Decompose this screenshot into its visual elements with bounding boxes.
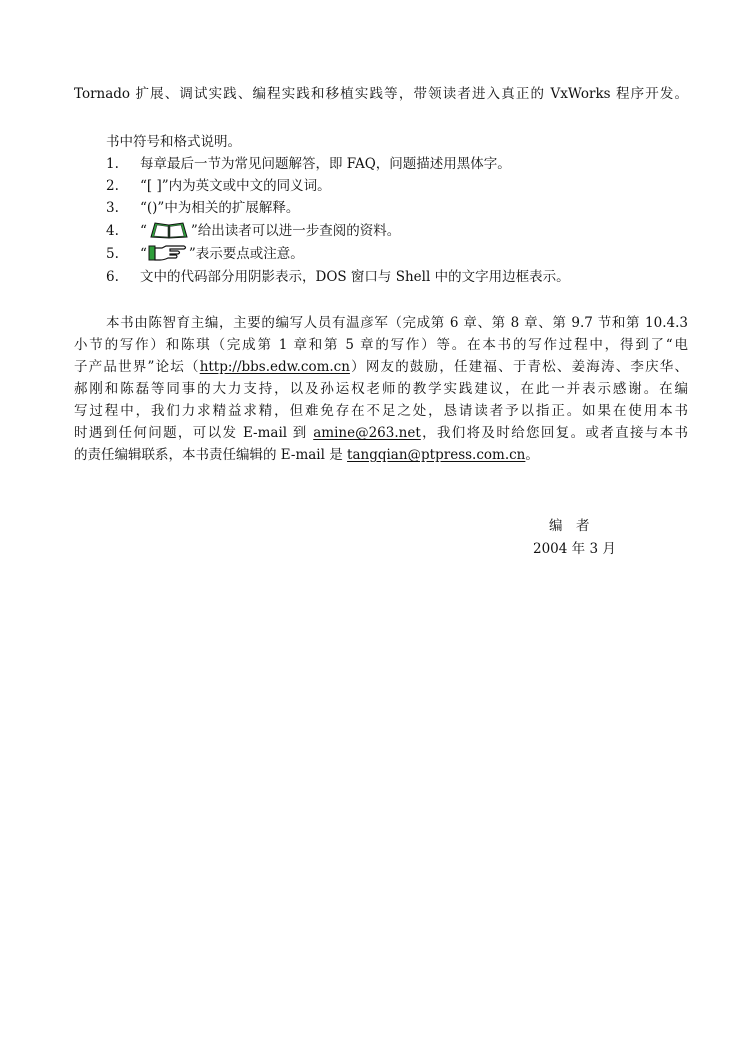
list-item-number: 3. xyxy=(106,200,119,216)
pointing-hand-icon xyxy=(148,244,188,268)
open-quote: “ xyxy=(140,246,147,262)
paragraph-line xyxy=(74,445,539,465)
open-quote: “ xyxy=(140,223,147,239)
open-book-icon xyxy=(148,221,190,245)
list-item: “()”中为相关的扩展解释。 xyxy=(140,200,300,216)
list-item-text: ”给出读者可以进一步查阅的资料。 xyxy=(190,223,401,239)
list-item-number: 6. xyxy=(106,269,119,285)
list-item-number: 4. xyxy=(106,223,119,239)
list-item: 文中的代码部分用阴影表示，DOS 窗口与 Shell 中的文字用边框表示。 xyxy=(140,269,570,285)
list-item-number: 5. xyxy=(106,246,119,262)
paragraph-line xyxy=(74,423,688,443)
intro-line: Tornado 扩展、调试实践、编程实践和移植实践等，带领读者进入真正的 VxWorks 程序开发。 xyxy=(74,86,688,102)
paragraph-line: 郝刚和陈磊等同事的大力支持，以及孙运权老师的教学实践建议，在此一并表示感谢。在编 xyxy=(74,381,688,397)
paragraph-line: 小节的写作）和陈琪（完成第 1 章和第 5 章的写作）等。在本书的写作过程中，得到了“电 xyxy=(74,337,688,353)
paragraph-line: 本书由陈智育主编，主要的编写人员有温彦军（完成第 6 章、第 8 章、第 9.7 节和第 10.4.3 xyxy=(106,315,688,331)
text-span: ）网友的鼓励，任建福、于青松、姜海涛、李庆华、 xyxy=(349,359,688,375)
list-item: “[ ]”内为英文或中文的同义词。 xyxy=(140,178,331,194)
list-item: 每章最后一节为常见问题解答，即 FAQ，问题描述用黑体字。 xyxy=(140,156,511,172)
list-item-number: 2. xyxy=(106,178,119,194)
signature-date: 2004 年 3 月 xyxy=(533,541,616,557)
text-span: ，我们将及时给您回复。或者直接与本书 xyxy=(420,425,689,441)
list-item xyxy=(140,221,400,245)
text-span: 时遇到任何问题，可以发 E-mail 到 xyxy=(74,425,314,441)
list-item xyxy=(140,244,304,268)
text-span: 子产品世界”论坛（ xyxy=(74,359,200,375)
conventions-heading: 书中符号和格式说明。 xyxy=(106,134,241,150)
signature-author: 编 者 xyxy=(549,518,590,534)
paragraph-line: 写过程中，我们力求精益求精，但难免存在不足之处，恳请读者予以指正。如果在使用本书 xyxy=(74,403,688,419)
paragraph-line xyxy=(74,357,688,377)
editor-email-link[interactable]: tangqian@ptpress.com.cn xyxy=(347,447,526,463)
author-email-link[interactable]: amine@263.net xyxy=(313,425,421,441)
text-span: 。 xyxy=(525,447,539,463)
text-span: 的责任编辑联系，本书责任编辑的 E-mail 是 xyxy=(74,447,348,463)
forum-link[interactable]: http://bbs.edw.com.cn xyxy=(199,359,350,375)
list-item-number: 1. xyxy=(106,156,119,172)
list-item-text: ”表示要点或注意。 xyxy=(188,246,304,262)
